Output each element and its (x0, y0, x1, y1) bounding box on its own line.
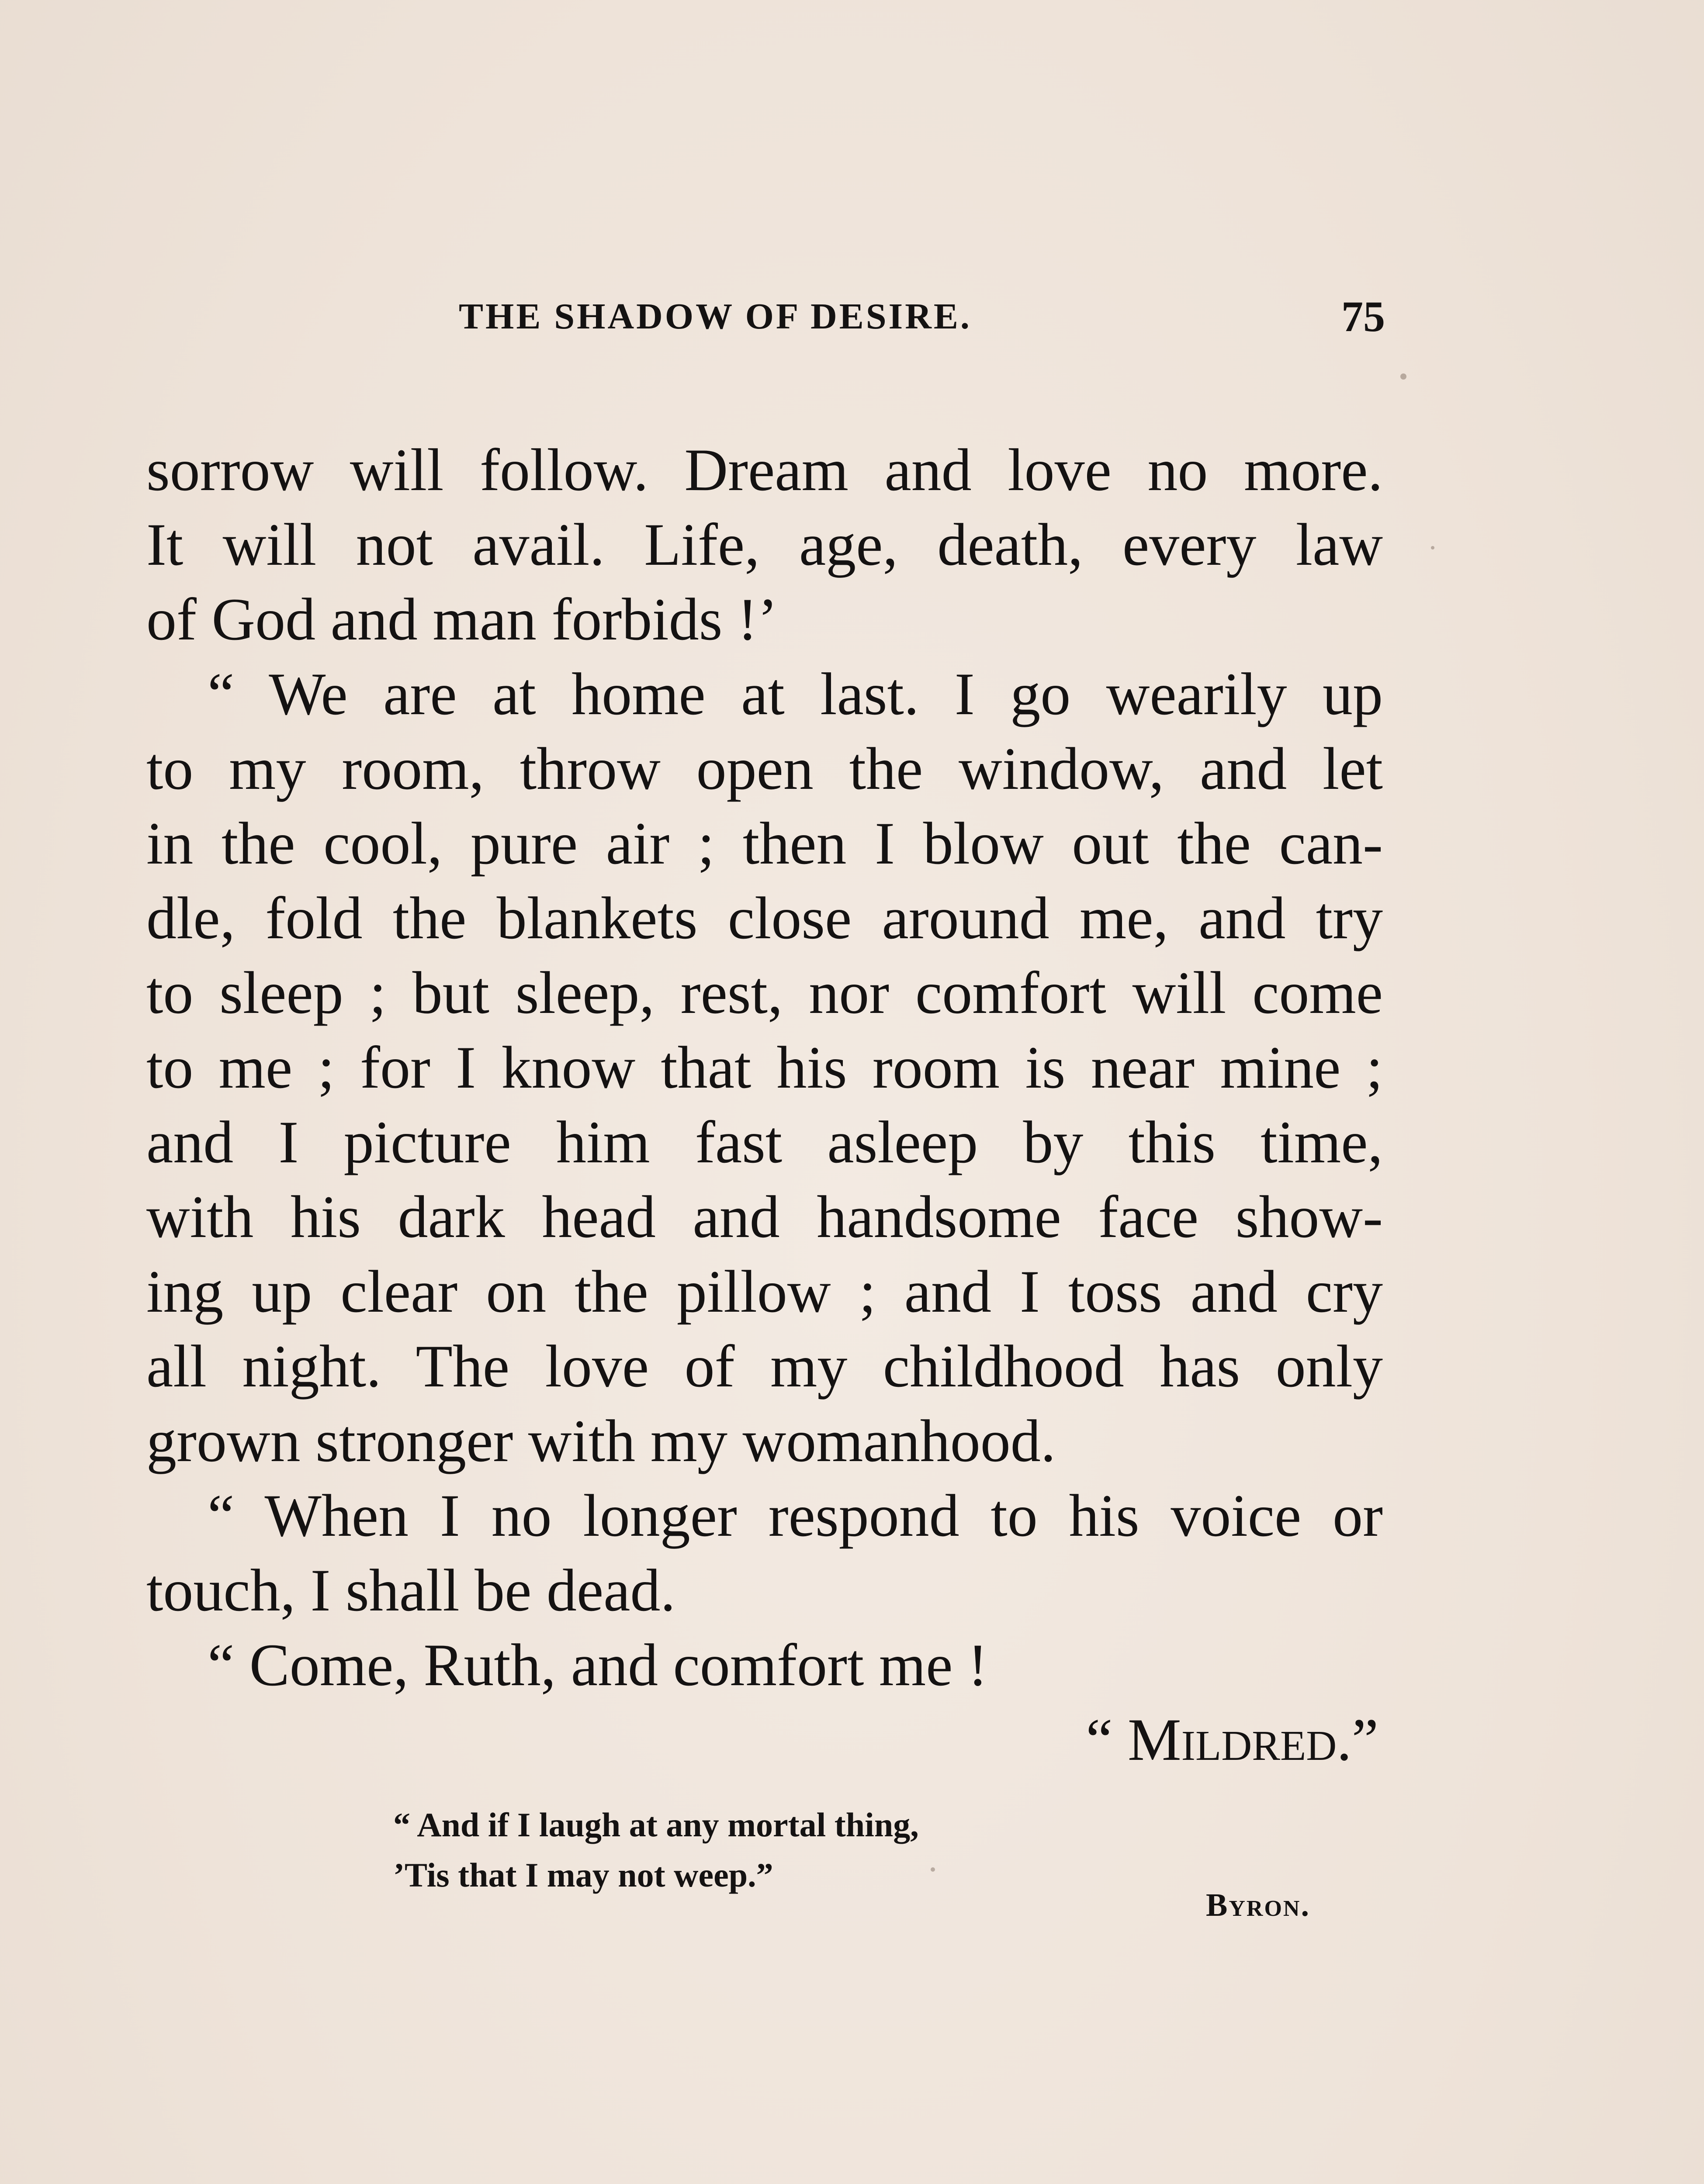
text-line: It will not avail. Life, age, death, every law (146, 511, 1383, 578)
text-line: to me ; for I know that his room is near mine ; (146, 1034, 1383, 1101)
text-line: “ When I no longer respond to his voice or (208, 1482, 1383, 1549)
epigraph-line: “ And if I laugh at any mortal thing, (393, 1806, 919, 1844)
page-number: 75 (1341, 292, 1385, 341)
text-line: all night. The love of my childhood has only (146, 1333, 1383, 1400)
text-line: with his dark head and handsome face show- (146, 1183, 1383, 1250)
body-text (146, 432, 1383, 1777)
text-line: grown stronger with my womanhood. (146, 1407, 1056, 1474)
epigraph-attribution: Byron. (1206, 1887, 1310, 1923)
text-line: dle, fold the blankets close around me, and try (146, 885, 1383, 951)
paper-speck (1400, 373, 1406, 380)
text-line: sorrow will follow. Dream and love no more. (146, 436, 1383, 503)
text-line: to my room, throw open the window, and let (146, 735, 1383, 802)
text-line: of God and man forbids !’ (146, 586, 778, 653)
epigraph-line: ’Tis that I may not weep.” (393, 1856, 773, 1894)
paper-speck (931, 1867, 935, 1872)
running-title: THE SHADOW OF DESIRE. (459, 296, 972, 337)
text-line: “ We are at home at last. I go wearily up (208, 660, 1383, 727)
paper-speck (1431, 546, 1434, 549)
letter-signature: “ Mildred.” (1086, 1706, 1378, 1773)
running-head (459, 290, 1385, 343)
text-line: “ Come, Ruth, and comfort me ! (208, 1631, 988, 1698)
text-line: ing up clear on the pillow ; and I toss and cry (146, 1258, 1383, 1325)
epigraph (393, 1800, 1398, 1923)
text-line: in the cool, pure air ; then I blow out the can- (146, 810, 1383, 877)
text-line: touch, I shall be dead. (146, 1557, 675, 1624)
text-line: and I picture him fast asleep by this time, (146, 1109, 1383, 1175)
text-line: to sleep ; but sleep, rest, nor comfort will come (146, 959, 1383, 1026)
